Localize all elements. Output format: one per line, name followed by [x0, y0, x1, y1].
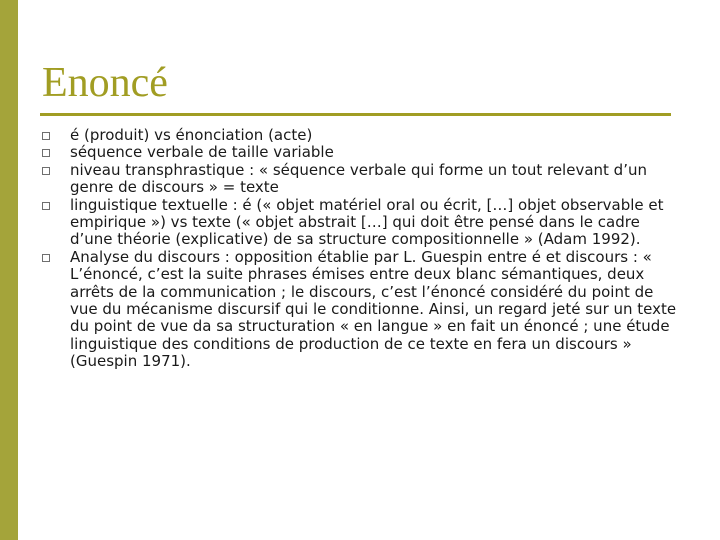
- bullet-item: [42, 127, 682, 144]
- left-accent-bar: [0, 0, 18, 540]
- hollow-square-icon: [42, 132, 50, 140]
- bullet-text: linguistique textuelle : é (« objet matériel oral ou écrit, […] objet observable et empirique ») vs texte (« objet abstrait […] qui doit être pensé dans le cadre d’une théorie (explicative) de sa structure compositionnelle » (Adam 1992).: [70, 195, 664, 249]
- bullet-text: Analyse du discours : opposition établie par L. Guespin entre é et discours : « L’énoncé, c’est la suite phrases émises entre deux blanc sémantiques, deux arrêts de la communication ; le discours, c’est l’énoncé considéré du point de vue du mécanisme discursif qui le conditionne. Ainsi, un regard jeté sur un texte du point de vue da sa structuration « en langue » en fait un énoncé ; une étude linguistique des conditions de production de ce texte en fera un discours » (Guespin 1971).: [70, 247, 677, 371]
- bullet-item: [42, 144, 682, 161]
- hollow-square-icon: [42, 254, 50, 262]
- bullet-item: [42, 197, 682, 249]
- bullet-text: séquence verbale de taille variable: [70, 143, 334, 162]
- hollow-square-icon: [42, 167, 50, 175]
- bullet-text: niveau transphrastique : « séquence verbale qui forme un tout relevant d’un genre de discours » = texte: [70, 160, 647, 197]
- bullet-item: [42, 162, 682, 197]
- bullet-text: é (produit) vs énonciation (acte): [70, 126, 313, 144]
- slide-title: Enoncé: [42, 60, 168, 106]
- bullet-list: [42, 127, 682, 371]
- bullet-item: [42, 249, 682, 371]
- title-underline: [40, 113, 671, 116]
- hollow-square-icon: [42, 149, 50, 157]
- hollow-square-icon: [42, 202, 50, 210]
